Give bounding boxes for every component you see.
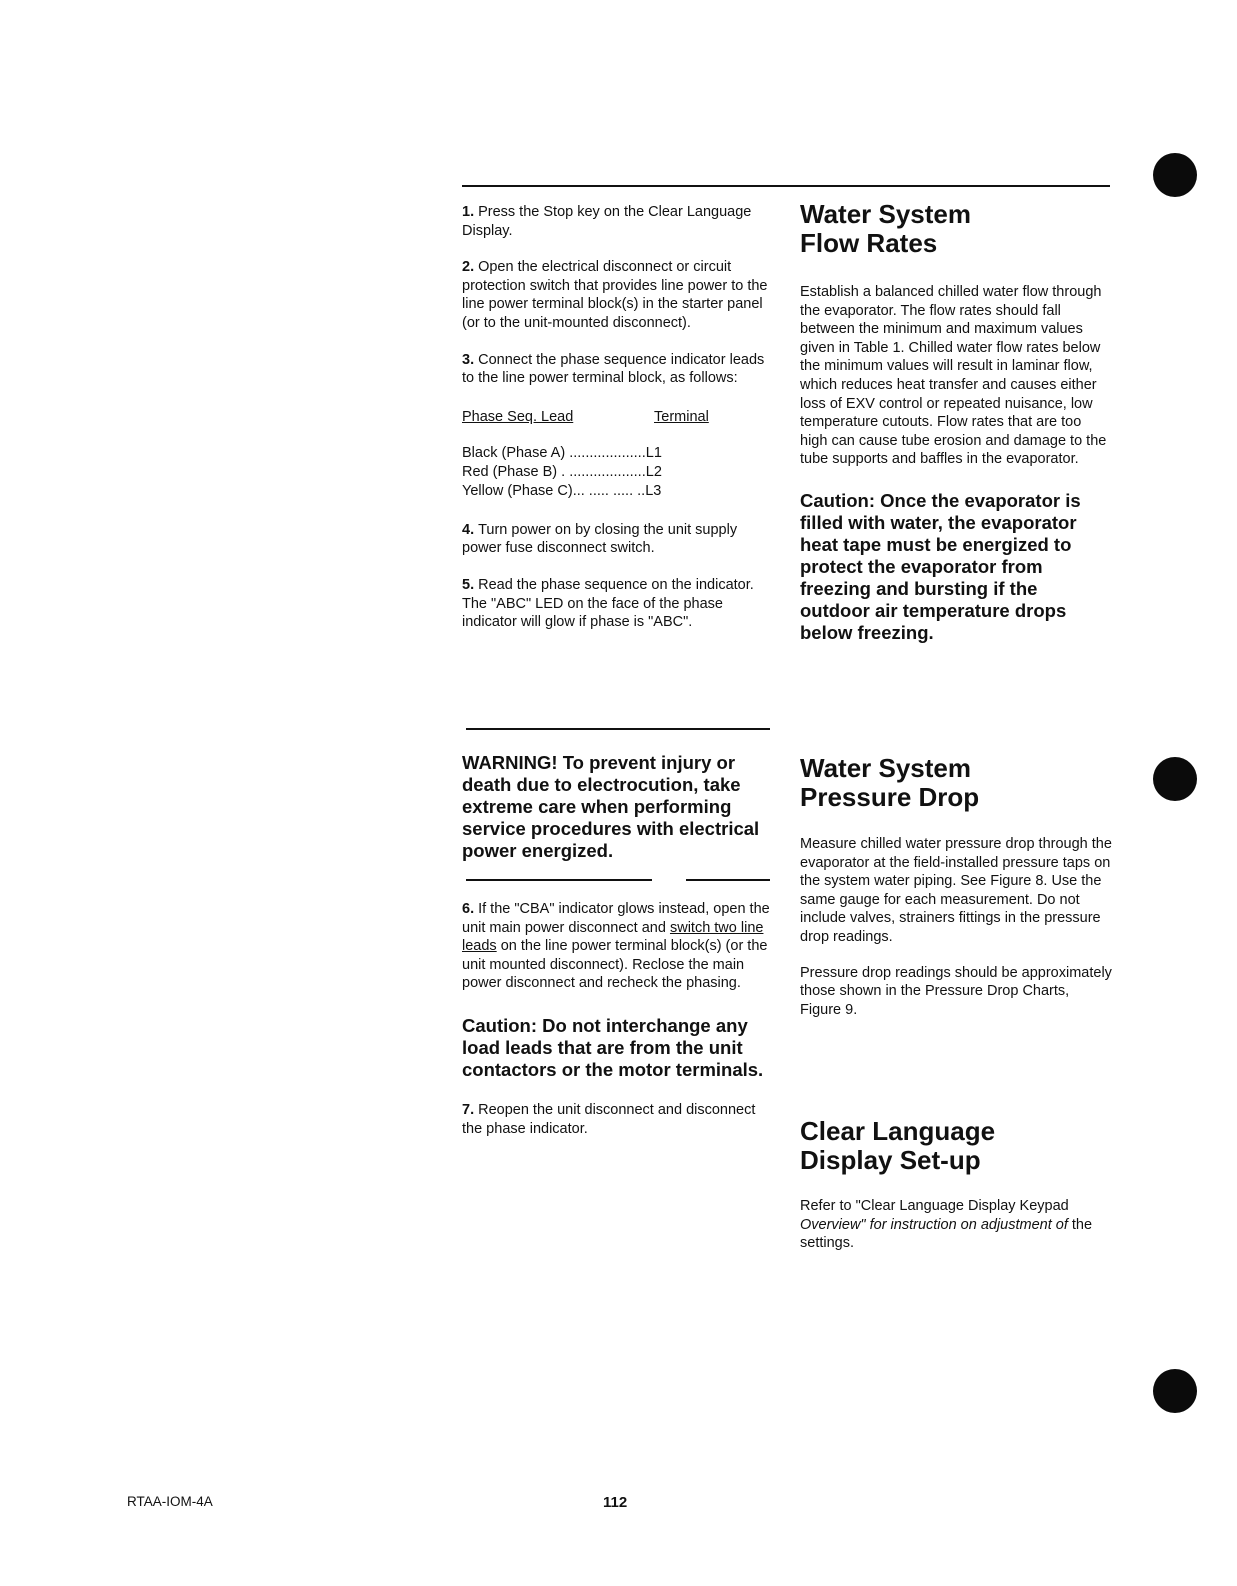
page-number: 112 bbox=[603, 1494, 628, 1511]
display-setup-title: Clear Language Display Set-up bbox=[800, 1116, 996, 1175]
warning-rule-bottom-left bbox=[466, 879, 652, 881]
display-setup-section bbox=[800, 1117, 1112, 1253]
phase-table-col-terminal: Terminal bbox=[654, 408, 709, 425]
binder-hole-top bbox=[1153, 153, 1197, 197]
step-6: 6. If the "CBA" indicator glows instead, open the unit main power disconnect and switch two line leads on the line power terminal block(s) (or the unit mounted disconnect). Reclose the main power disconnect and recheck the phasing. bbox=[462, 901, 770, 992]
pressure-drop-body-1: Measure chilled water pressure drop through the evaporator at the field-installed pressure taps on the system water piping. See Figure 8. Use the same gauge for each measurement. Do not include valves, strainers fittings in the pressure drop readings. bbox=[800, 836, 1112, 945]
step-5: 5. Read the phase sequence on the indicator. The "ABC" LED on the face of the phase indicator will glow if phase is "ABC". bbox=[462, 576, 754, 631]
pressure-drop-title: Water System Pressure Drop bbox=[800, 753, 980, 812]
step-2: 2. Open the electrical disconnect or circuit protection switch that provides line power to the line power terminal block(s) in the starter panel (or to the unit-mounted disconnect). bbox=[462, 259, 768, 331]
flow-rates-body: Establish a balanced chilled water flow through the evaporator. The flow rates should fall between the minimum and maximum values given in Table 1. Chilled water flow rates below the minimum values will result in laminar flow, which reduces heat transfer and causes either loss of EXV control or repeated nuisance, low temperature cutouts. Flow rates that are too high can cause tube erosion and damage to the tube supports and baffles in the evaporator. bbox=[800, 284, 1107, 468]
warning-rule-bottom-right bbox=[686, 879, 770, 881]
heat-tape-caution: Caution: Once the evaporator is filled with water, the evaporator heat tape must be energized to protect the evaporator from freezing and bursting if the outdoor air temperature drops below freezing. bbox=[800, 489, 1081, 643]
pressure-drop-body-2: Pressure drop readings should be approximately those shown in the Pressure Drop Charts, Figure 9. bbox=[800, 964, 1112, 1018]
lead-interchange-caution: Caution: Do not interchange any load leads that are from the unit contactors or the motor terminals. bbox=[462, 1014, 764, 1080]
binder-hole-middle bbox=[1153, 757, 1197, 801]
step-4: 4. Turn power on by closing the unit supply power fuse disconnect switch. bbox=[462, 521, 738, 557]
step-3: 3. Connect the phase sequence indicator leads to the line power terminal block, as follows: bbox=[462, 351, 765, 387]
switch-two-line-leads-emphasis: switch two line leads bbox=[462, 919, 764, 955]
pressure-drop-section bbox=[800, 754, 1112, 1019]
document-id: RTAA-IOM-4A bbox=[127, 1494, 213, 1509]
header-rule bbox=[462, 185, 1110, 187]
phase-table-col-lead: Phase Seq. Lead bbox=[462, 408, 574, 425]
display-setup-body: Refer to "Clear Language Display Keypad Overview" for instruction on adjustment of the settings. bbox=[800, 1198, 1093, 1252]
step-1: 1. Press the Stop key on the Clear Language Display. bbox=[462, 204, 752, 239]
flow-rates-title: Water System Flow Rates bbox=[800, 199, 971, 258]
left-column-top bbox=[462, 203, 777, 632]
left-column-bottom bbox=[462, 900, 772, 1138]
phase-table-header bbox=[462, 408, 777, 428]
phase-row-a: Black (Phase A) ...................L1 bbox=[462, 444, 662, 461]
warning-rule-top bbox=[466, 728, 770, 730]
phase-row-c: Yellow (Phase C)... ..... ..... ..L3 bbox=[462, 482, 662, 499]
flow-rates-section bbox=[800, 200, 1112, 644]
electrocution-warning: WARNING! To prevent injury or death due to electrocution, take extreme care when performing service procedures with electrical power energized. bbox=[462, 752, 760, 861]
binder-hole-bottom bbox=[1153, 1369, 1197, 1413]
phase-row-b: Red (Phase B) . ...................L2 bbox=[462, 463, 662, 480]
step-7: 7. Reopen the unit disconnect and disconnect the phase indicator. bbox=[462, 1101, 756, 1137]
